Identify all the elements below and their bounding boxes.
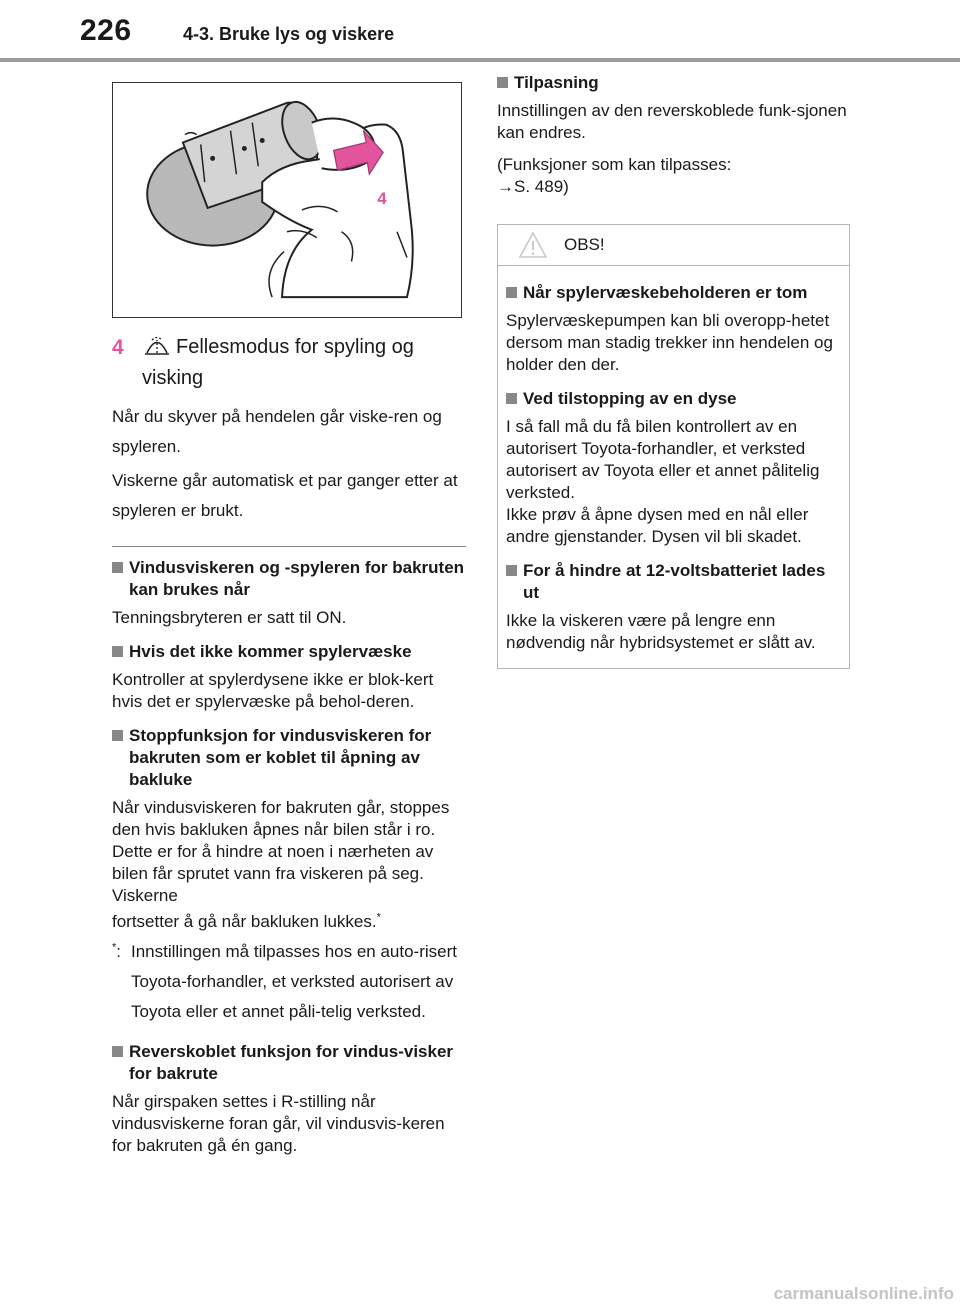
step-4 <box>112 332 466 394</box>
section-ref: (Funksjoner som kan tilpasses: →S. 489) <box>497 155 732 196</box>
heading-text: Hvis det ikke kommer spylervæske <box>129 642 412 661</box>
warning-triangle-icon <box>518 231 548 259</box>
section-heading <box>112 725 466 791</box>
step-title-wrap <box>142 332 466 394</box>
square-bullet-icon <box>112 1046 123 1057</box>
figure-callout: 4 <box>377 188 387 208</box>
heading-text: Vindusviskeren og -spyleren for bakruten kan brukes når <box>129 558 465 599</box>
step-paragraph: Når du skyver på hendelen går viske-ren og spyleren. <box>112 407 442 456</box>
obs-body <box>498 266 849 668</box>
step-number: 4 <box>112 336 124 359</box>
square-bullet-icon <box>506 565 517 576</box>
body-text: Når vindusviskeren for bakruten går, stoppes den hvis bakluken åpnes når bilen står i ro. Dette er for å hindre at noen i nærheten av bilen får sprutet vann fra viskeren på seg. Viskerne <box>112 798 450 905</box>
obs-title: OBS! <box>564 235 605 254</box>
left-column <box>112 332 466 1165</box>
footnote-mark: *: <box>112 941 122 961</box>
section-body: Når girspaken settes i R-stilling når vindusviskerne foran går, vil vindusvis-keren for bakruten gå én gang. <box>112 1092 445 1155</box>
heading-text: Tilpasning <box>514 73 599 92</box>
heading-text: Når spylervæskebeholderen er tom <box>523 283 808 302</box>
obs-text: Ikke prøv å åpne dysen med en nål eller andre gjenstander. Dysen vil bli skadet. <box>506 505 809 546</box>
obs-heading <box>506 560 841 604</box>
section-body: Innstillingen av den reverskoblede funk-sjonen kan endres. <box>497 101 847 142</box>
square-bullet-icon <box>497 77 508 88</box>
section-body <box>112 797 466 907</box>
heading-text: Ved tilstopping av en dyse <box>523 389 737 408</box>
page-number: 226 <box>80 14 132 47</box>
heading-text: For å hindre at 12-voltsbatteriet lades ut <box>523 561 826 602</box>
wiper-lever-figure <box>112 82 462 318</box>
section-heading <box>112 557 466 601</box>
square-bullet-icon <box>506 393 517 404</box>
section-body: Kontroller at spylerdysene ikke er blok-kert hvis det er spylervæske på behol-deren. <box>112 670 434 711</box>
footnote-text: Innstillingen må tilpasses hos en auto-risert Toyota-forhandler, et verksted autorisert av Toyota eller et annet påli-telig verksted. <box>131 942 457 1021</box>
wiper-lever-illustration-icon <box>113 83 461 317</box>
obs-text: I så fall må du få bilen kontrollert av en autorisert Toyota-forhandler, et verksted autorisert av Toyota eller et annet pålitelig verksted. <box>506 417 820 502</box>
section-body: Tenningsbryteren er satt til ON. <box>112 608 347 627</box>
body-text: fortsetter å gå når bakluken lukkes. <box>112 912 377 931</box>
washer-wiper-icon <box>142 334 172 356</box>
watermark: carmanualsonline.info <box>773 1284 954 1303</box>
step-paragraph: Viskerne går automatisk et par ganger etter at spyleren er brukt. <box>112 471 458 520</box>
obs-text: Ikke la viskeren være på lengre enn nødvendig når hybridsystemet er slått av. <box>506 611 816 652</box>
page-header <box>0 0 960 64</box>
heading-text: Stoppfunksjon for vindusviskeren for bakruten som er koblet til åpning av bakluke <box>129 726 432 789</box>
header-rule <box>0 58 960 62</box>
step-title: Fellesmodus for spyling og visking <box>142 336 414 389</box>
section-title: 4-3. Bruke lys og viskere <box>183 24 395 44</box>
right-column <box>497 72 851 669</box>
section-body-last <box>112 907 466 937</box>
obs-heading <box>506 388 841 410</box>
footnote <box>112 937 466 1027</box>
divider <box>112 546 466 547</box>
heading-text: Reverskoblet funksjon for vindus-visker for bakrute <box>129 1042 454 1083</box>
obs-heading <box>506 282 841 304</box>
square-bullet-icon <box>112 730 123 741</box>
square-bullet-icon <box>112 646 123 657</box>
obs-text: Spylervæskepumpen kan bli overopp-hetet dersom man stadig trekker inn hendelen og holder den der. <box>506 311 833 374</box>
section-heading <box>112 641 466 663</box>
square-bullet-icon <box>506 287 517 298</box>
section-heading <box>112 1041 466 1085</box>
footnote-ref: * <box>376 911 381 924</box>
section-heading <box>497 72 851 94</box>
obs-header <box>498 225 849 266</box>
obs-box <box>497 224 850 669</box>
square-bullet-icon <box>112 562 123 573</box>
